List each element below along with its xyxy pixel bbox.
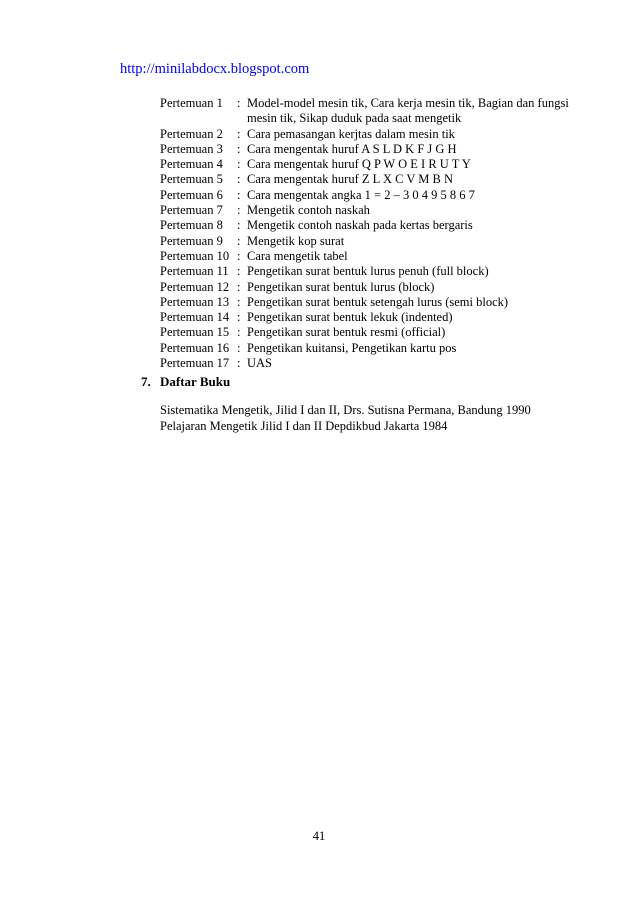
meeting-topic: Pengetikan surat bentuk resmi (official) — [247, 325, 446, 340]
meeting-topic: Pengetikan kuitansi, Pengetikan kartu pos — [247, 340, 457, 355]
section-number: 7. — [141, 374, 151, 389]
schedule-row — [160, 127, 580, 142]
meeting-label: Pertemuan 16 — [160, 340, 230, 355]
schedule-row — [160, 96, 580, 127]
meeting-label: Pertemuan 5 — [160, 172, 223, 187]
meeting-topic: Cara mengentak huruf Z L X C V M B N — [247, 172, 453, 187]
meeting-topic: Cara mengentak huruf A S L D K F J G H — [247, 141, 457, 156]
meeting-topic: Pengetikan surat bentuk lekuk (indented) — [247, 310, 453, 325]
meeting-label: Pertemuan 11 — [160, 264, 229, 279]
schedule-row — [160, 172, 580, 187]
meeting-label: Pertemuan 10 — [160, 248, 230, 263]
schedule-row — [160, 280, 580, 295]
schedule-row — [160, 249, 580, 264]
schedule-row — [160, 218, 580, 233]
meeting-label: Pertemuan 3 — [160, 141, 223, 156]
book-entry: Sistematika Mengetik, Jilid I dan II, Drs. Sutisna Permana, Bandung 1990 — [160, 403, 531, 417]
meeting-label: Pertemuan 17 — [160, 356, 230, 371]
meeting-topic: Pengetikan surat bentuk setengah lurus (semi block) — [247, 294, 509, 309]
book-list — [160, 403, 531, 434]
book-entry: Pelajaran Mengetik Jilid I dan II Depdikbud Jakarta 1984 — [160, 418, 448, 433]
meeting-label: Pertemuan 13 — [160, 294, 230, 309]
meeting-topic: Mengetik contoh naskah pada kertas bergaris — [247, 218, 473, 233]
meeting-label: Pertemuan 4 — [160, 157, 223, 172]
separator: : — [237, 325, 241, 340]
schedule-row — [160, 325, 580, 340]
meeting-label: Pertemuan 14 — [160, 310, 230, 325]
meeting-topic: Pengetikan surat bentuk lurus (block) — [247, 279, 435, 294]
meeting-topic: Cara pemasangan kerjtas dalam mesin tik — [247, 126, 455, 141]
separator: : — [237, 126, 241, 141]
meeting-label: Pertemuan 15 — [160, 325, 230, 340]
separator: : — [237, 294, 241, 309]
meeting-topic: Cara mengentak huruf Q P W O E I R U T Y — [247, 157, 471, 172]
separator: : — [237, 356, 241, 371]
schedule-row — [160, 142, 580, 157]
meeting-label: Pertemuan 9 — [160, 233, 223, 248]
meeting-topic: Model-model mesin tik, Cara kerja mesin tik, Bagian dan fungsi mesin tik, Sikap duduk pada saat mengetik — [247, 96, 569, 126]
meeting-topic: Cara mengetik tabel — [247, 248, 348, 263]
schedule-row — [160, 341, 580, 356]
schedule-row — [160, 356, 580, 371]
schedule-row — [160, 203, 580, 218]
meeting-label: Pertemuan 7 — [160, 203, 223, 218]
separator: : — [237, 264, 241, 279]
schedule-row — [160, 310, 580, 325]
schedule-row — [160, 295, 580, 310]
schedule-row — [160, 234, 580, 249]
meeting-label: Pertemuan 8 — [160, 218, 223, 233]
separator: : — [237, 310, 241, 325]
meeting-schedule — [160, 96, 580, 371]
meeting-topic: Mengetik contoh naskah — [247, 203, 370, 218]
separator: : — [237, 218, 241, 233]
page-number: 41 — [312, 829, 326, 843]
meeting-topic: Cara mengentak angka 1 = 2 – 3 0 4 9 5 8 6 7 — [247, 187, 475, 202]
schedule-row — [160, 188, 580, 203]
separator: : — [237, 248, 241, 263]
section-title: Daftar Buku — [160, 374, 231, 389]
separator: : — [237, 233, 241, 248]
separator: : — [237, 187, 241, 202]
meeting-label: Pertemuan 2 — [160, 126, 223, 141]
meeting-topic: Pengetikan surat bentuk lurus penuh (full block) — [247, 264, 489, 279]
separator: : — [237, 96, 241, 110]
meeting-topic: UAS — [247, 356, 273, 371]
meeting-label: Pertemuan 6 — [160, 187, 223, 202]
separator: : — [237, 141, 241, 156]
header-url-link[interactable]: http://minilabdocx.blogspot.com — [120, 61, 310, 77]
separator: : — [237, 172, 241, 187]
section-heading-daftar-buku — [141, 374, 230, 390]
separator: : — [237, 203, 241, 218]
separator: : — [237, 279, 241, 294]
meeting-label: Pertemuan 12 — [160, 279, 230, 294]
meeting-label: Pertemuan 1 — [160, 96, 223, 110]
meeting-topic: Mengetik kop surat — [247, 233, 345, 248]
schedule-row — [160, 264, 580, 279]
separator: : — [237, 157, 241, 172]
schedule-row — [160, 157, 580, 172]
separator: : — [237, 340, 241, 355]
